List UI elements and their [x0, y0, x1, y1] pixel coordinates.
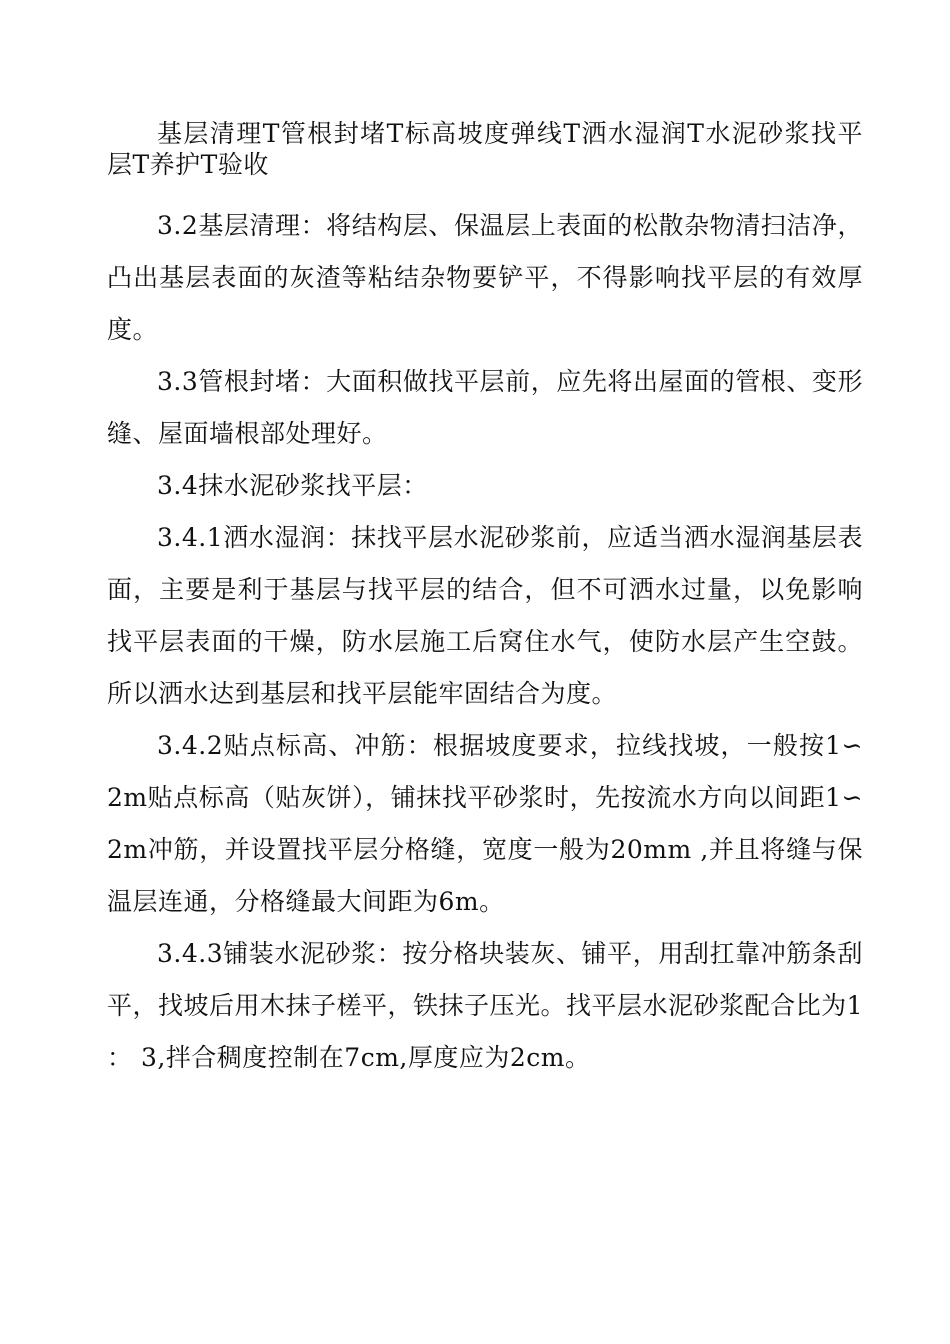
section-3-4-3-paragraph: 3.4.3铺装水泥砂浆：按分格块装灰、铺平，用刮扛靠冲筋条刮平，找坡后用木抹子槎平，铁抹子压光。找平层水泥砂浆配合比为1 ： 3,拌合稠度控制在7cm,厚度应为2cm。: [107, 939, 863, 1072]
process-flow-paragraph: 基层清理T管根封堵T标高坡度弹线T洒水湿润T水泥砂浆找平层T养护T验收: [107, 119, 863, 179]
section-3-3-paragraph: 3.3管根封堵：大面积做找平层前，应先将出屋面的管根、变形缝、屋面墙根部处理好。: [107, 367, 863, 448]
section-3-2-paragraph: 3.2基层清理：将结构层、保温层上表面的松散杂物清扫洁净，凸出基层表面的灰渣等粘结杂物要铲平，不得影响找平层的有效厚度。: [107, 211, 863, 344]
document-page: [107, 118, 863, 1084]
section-3-4-heading: 3.4抹水泥砂浆找平层：: [157, 471, 428, 500]
section-3-4-1-paragraph: 3.4.1洒水湿润：抹找平层水泥砂浆前，应适当洒水湿润基层表面，主要是利于基层与找平层的结合，但不可洒水过量，以免影响找平层表面的干燥，防水层施工后窝住水气，使防水层产生空鼓。所以洒水达到基层和找平层能牢固结合为度。: [107, 523, 863, 708]
section-3-4-2-paragraph: 3.4.2贴点标高、冲筋：根据坡度要求，拉线找坡，一般按1∽2m贴点标高（贴灰饼），铺抹找平砂浆时，先按流水方向以间距1∽2m冲筋，并设置找平层分格缝，宽度一般为20mm ,并且将缝与保温层连通，分格缝最大间距为6m。: [107, 731, 863, 916]
